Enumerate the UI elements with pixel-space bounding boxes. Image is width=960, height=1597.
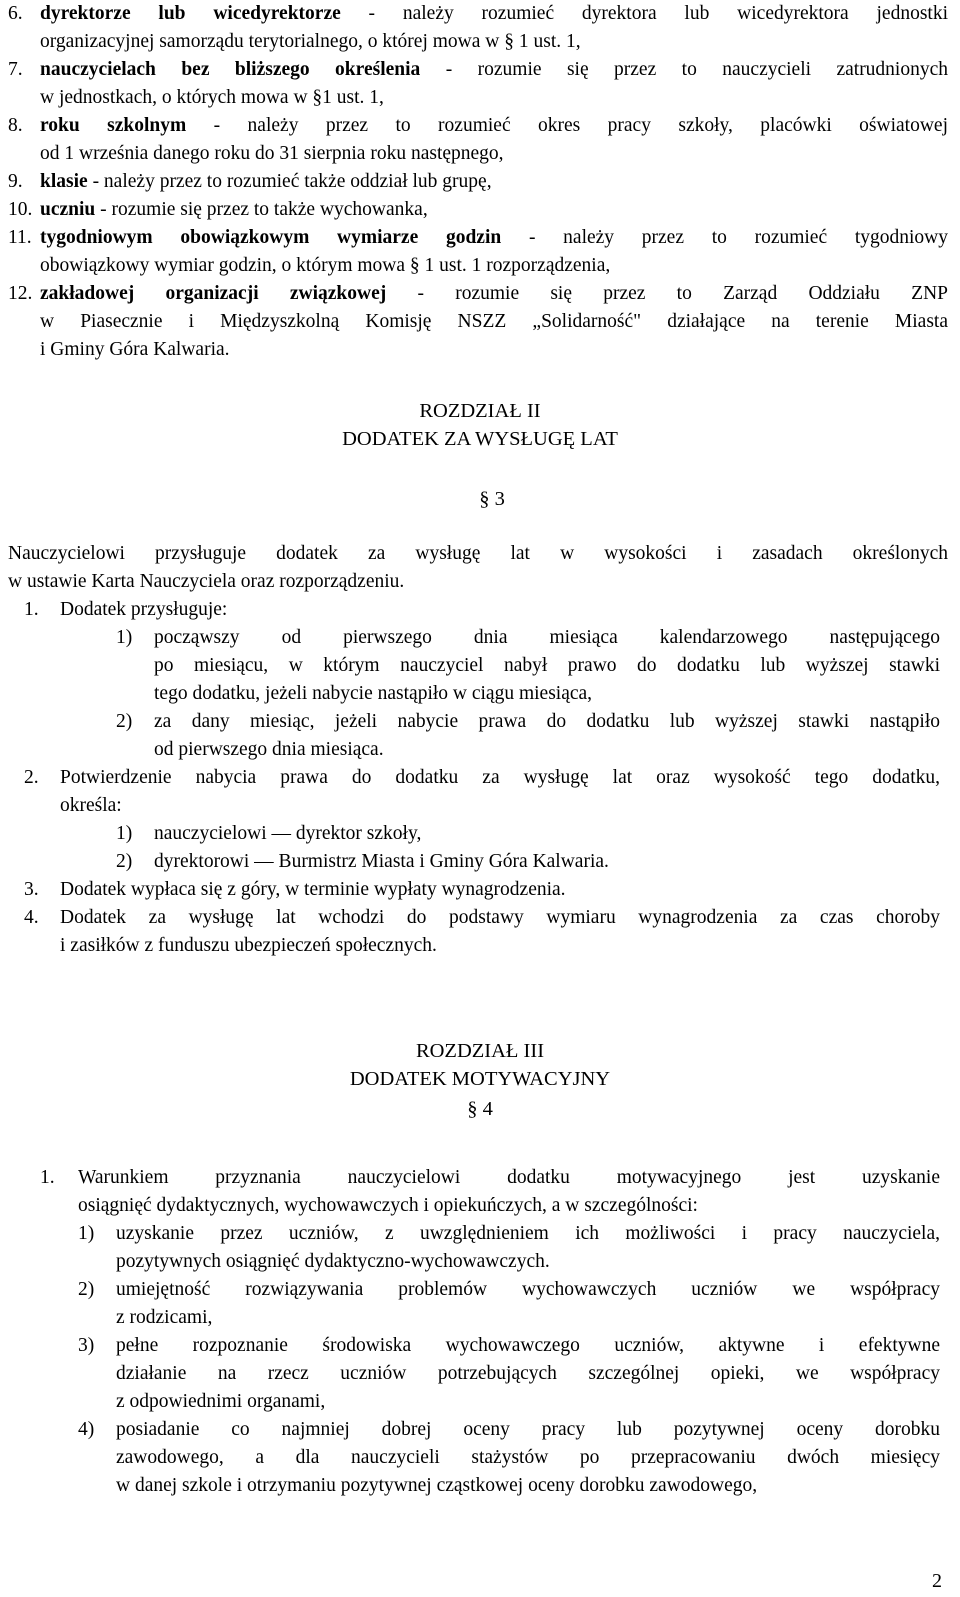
text-line: i zasiłków z funduszu ubezpieczeń społecznych. [60,935,437,956]
chapter-title: ROZDZIAŁ III [415,1040,545,1062]
definition-term: uczniu [40,199,96,220]
definition-line [8,112,948,140]
definition-continuation: i Gminy Góra Kalwaria. [40,339,230,360]
chapter-title: ROZDZIAŁ II [419,400,541,422]
definition-11 [8,224,948,280]
paragraph-number: 1. [40,1167,55,1188]
definition-text: - należy rozumieć dyrektora lub wicedyrektora jednostki [340,3,948,24]
text-line: określa: [60,795,122,816]
definition-continuation: obowiązkowy wymiar godzin, o którym mowa § 1 ust. 1 rozporządzenia, [40,255,611,276]
paragraph-number: 4. [24,907,39,928]
definition-continuation: w Piasecznie i Międzyszkolną Komisję NSZZ „Solidarność" działające na terenie Miasta [40,311,948,332]
point-text [116,1220,940,1276]
point-number: 2) [78,1279,95,1300]
text-line: od pierwszego dnia miesiąca. [154,739,384,760]
section-mark: § 3 [479,488,505,510]
definition-continuation: organizacyjnej samorządu terytorialnego, o której mowa w § 1 ust. 1, [40,31,581,52]
text-line: umiejętność rozwiązywania problemów wychowawczych uczniów we współpracy [116,1279,940,1300]
text-line: w danej szkole i otrzymaniu pozytywnej cząstkowej oceny dorobku zawodowego, [116,1475,758,1496]
paragraph-text: Dodatek przysługuje: [60,599,228,620]
definition-term: nauczycielach bez bliższego określenia [40,59,421,80]
text-line: zawodowego, a dla nauczycieli stażystów po przepracowaniu dwóch miesięcy [116,1447,940,1468]
point-number: 1) [116,823,133,844]
definition-continuation: od 1 września danego roku do 31 sierpnia roku następnego, [40,143,504,164]
point-number: 2) [116,711,133,732]
point-text [116,1332,940,1416]
definition-number: 9. [8,171,23,192]
point-number: 2) [116,851,133,872]
definition-text: - rozumie się przez to także wychowanka, [95,199,428,220]
text-line: Potwierdzenie nabycia prawa do dodatku za wysługę lat oraz wysokość tego dodatku, [60,767,940,788]
text-line: z rodzicami, [116,1307,213,1328]
definition-10 [8,196,948,224]
paragraph-number: 2. [24,767,39,788]
text-line: tego dodatku, jeżeli nabycie nastąpiło w ciągu miesiąca, [154,683,593,704]
definition-number: 11. [8,227,32,248]
point-text: nauczycielowi — dyrektor szkoły, [154,823,422,844]
definition-line [8,224,948,252]
definition-text: - należy przez to rozumieć tygodniowy [501,227,949,248]
section-mark: § 4 [467,1098,493,1120]
point-number: 1) [78,1223,95,1244]
definition-line [8,168,948,196]
chapter-subtitle: DODATEK ZA WYSŁUGĘ LAT [342,428,618,450]
text-line: osiągnięć dydaktycznych, wychowawczych i opiekuńczych, a w szczególności: [78,1195,698,1216]
definition-term: klasie [40,171,88,192]
point-number: 3) [78,1335,95,1356]
page-number: 2 [932,1570,942,1592]
definition-number: 12. [8,283,33,304]
paragraph-text [60,764,940,820]
definition-number: 6. [8,3,23,24]
definition-12 [8,280,948,364]
definition-text: - rozumie się przez to Zarząd Oddziału ZNP [386,283,948,304]
point-text [116,1276,940,1332]
chapter-subtitle: DODATEK MOTYWACYJNY [349,1068,611,1090]
paragraph-number: 3. [24,879,39,900]
text-line: Warunkiem przyznania nauczycielowi dodatku motywacyjnego jest uzyskanie [78,1167,940,1188]
definition-number: 10. [8,199,33,220]
paragraph-text [78,1192,940,1220]
text-line: posiadanie co najmniej dobrej oceny pracy lub pozytywnej oceny dorobku [116,1419,940,1440]
point-text [116,1416,940,1500]
definition-line [8,56,948,84]
point-text: dyrektorowi — Burmistrz Miasta i Gminy Góra Kalwaria. [154,851,609,872]
definition-term: zakładowej organizacji związkowej [40,283,387,304]
paragraph-number: 1. [24,599,39,620]
definition-term: roku szkolnym [40,115,187,136]
text-line: działanie na rzecz uczniów potrzebujących szczególnej opieki, we współpracy [116,1363,940,1384]
text-line: pozytywnych osiągnięć dydaktyczno-wychowawczych. [116,1251,550,1272]
paragraph-text [60,904,940,960]
definition-6 [8,0,948,56]
chapter2-intro [8,540,948,596]
text-line: po miesiącu, w którym nauczyciel nabył prawo do dodatku lub wyższej stawki [154,655,940,676]
definition-text: - rozumie się przez to nauczycieli zatrudnionych [420,59,949,80]
text-line: z odpowiednimi organami, [116,1391,326,1412]
text-line: uzyskanie przez uczniów, z uwzględnieniem ich możliwości i pracy nauczyciela, [116,1223,940,1244]
definition-term: dyrektorze lub wicedyrektorze [40,3,341,24]
definition-line [8,280,948,308]
definition-text: - należy przez to rozumieć okres pracy szkoły, placówki oświatowej [186,115,948,136]
point-text [154,624,940,708]
point-number: 1) [116,627,133,648]
definition-7 [8,56,948,112]
definition-text: - należy przez to rozumieć także oddział lub grupę, [87,171,492,192]
definition-term: tygodniowym obowiązkowym wymiarze godzin [40,227,502,248]
definition-9 [8,168,948,196]
text-line: Dodatek za wysługę lat wchodzi do podstawy wymiaru wynagrodzenia za czas choroby [60,907,940,928]
definition-line [8,196,948,224]
text-line: Nauczycielowi przysługuje dodatek za wysługę lat w wysokości i zasadach określonych [8,543,948,564]
point-number: 4) [78,1419,95,1440]
definition-number: 7. [8,59,23,80]
definition-8 [8,112,948,168]
paragraph-text: Dodatek wypłaca się z góry, w terminie wypłaty wynagrodzenia. [60,879,566,900]
definition-number: 8. [8,115,23,136]
text-line: za dany miesiąc, jeżeli nabycie prawa do dodatku lub wyższej stawki nastąpiło [154,711,940,732]
definition-continuation: w jednostkach, o których mowa w §1 ust. 1, [40,87,384,108]
text-line: począwszy od pierwszego dnia miesiąca kalendarzowego następującego [154,627,940,648]
text-line: w ustawie Karta Nauczyciela oraz rozporządzeniu. [8,571,405,592]
definition-line [8,0,948,28]
point-text [154,708,940,764]
text-line: pełne rozpoznanie środowiska wychowawczego uczniów, aktywne i efektywne [116,1335,940,1356]
paragraph-text [78,1164,940,1192]
